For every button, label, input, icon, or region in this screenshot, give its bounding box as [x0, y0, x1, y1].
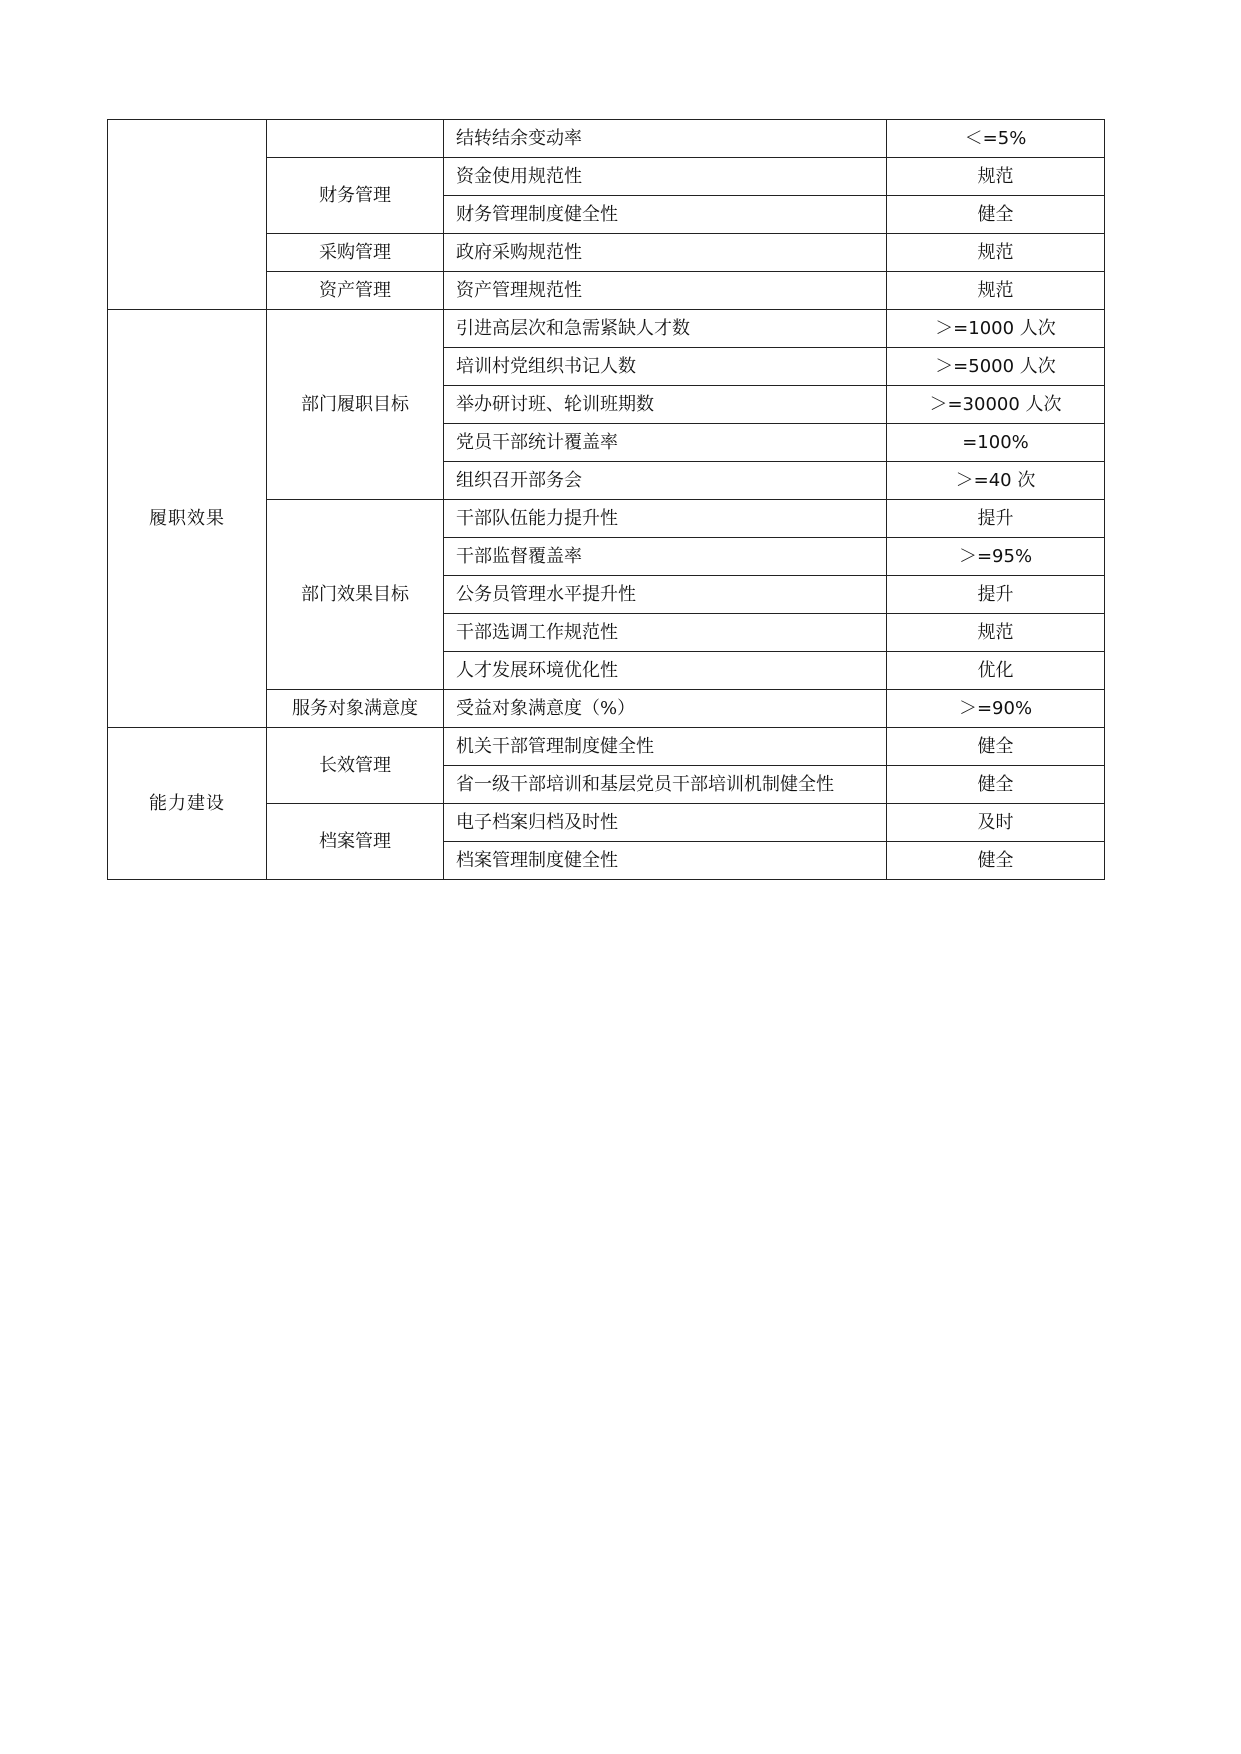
indicator-cell: 干部队伍能力提升性: [444, 500, 887, 538]
indicator-cell: 电子档案归档及时性: [444, 804, 887, 842]
level1-cell: 能力建设: [108, 728, 267, 880]
target-value-cell: ＞=40 次: [887, 462, 1105, 500]
indicator-cell: 组织召开部务会: [444, 462, 887, 500]
indicator-cell: 结转结余变动率: [444, 120, 887, 158]
target-value-cell: 提升: [887, 500, 1105, 538]
indicator-cell: 资产管理规范性: [444, 272, 887, 310]
level2-cell: 部门效果目标: [267, 500, 444, 690]
target-value-cell: 优化: [887, 652, 1105, 690]
indicator-cell: 人才发展环境优化性: [444, 652, 887, 690]
target-value-cell: ＞=5000 人次: [887, 348, 1105, 386]
target-value-cell: ＞=30000 人次: [887, 386, 1105, 424]
target-value-cell: ＞=90%: [887, 690, 1105, 728]
target-value-cell: 规范: [887, 272, 1105, 310]
level2-cell: 采购管理: [267, 234, 444, 272]
table-row: [108, 120, 1105, 158]
target-value-cell: ＞=1000 人次: [887, 310, 1105, 348]
level2-cell: [267, 120, 444, 158]
target-value-cell: 规范: [887, 234, 1105, 272]
indicator-cell: 省一级干部培训和基层党员干部培训机制健全性: [444, 766, 887, 804]
indicator-cell: 干部选调工作规范性: [444, 614, 887, 652]
target-value-cell: 健全: [887, 196, 1105, 234]
indicator-cell: 引进高层次和急需紧缺人才数: [444, 310, 887, 348]
indicator-cell: 机关干部管理制度健全性: [444, 728, 887, 766]
indicator-cell: 资金使用规范性: [444, 158, 887, 196]
target-value-cell: ＜=5%: [887, 120, 1105, 158]
indicator-cell: 政府采购规范性: [444, 234, 887, 272]
indicator-cell: 公务员管理水平提升性: [444, 576, 887, 614]
indicator-cell: 党员干部统计覆盖率: [444, 424, 887, 462]
level2-cell: 长效管理: [267, 728, 444, 804]
indicator-cell: 档案管理制度健全性: [444, 842, 887, 880]
target-value-cell: 健全: [887, 766, 1105, 804]
indicator-cell: 培训村党组织书记人数: [444, 348, 887, 386]
target-value-cell: 健全: [887, 842, 1105, 880]
level2-cell: 资产管理: [267, 272, 444, 310]
level2-cell: 财务管理: [267, 158, 444, 234]
level1-cell: [108, 120, 267, 310]
performance-indicator-table: [107, 119, 1105, 880]
target-value-cell: ＞=95%: [887, 538, 1105, 576]
level1-cell: 履职效果: [108, 310, 267, 728]
indicator-cell: 举办研讨班、轮训班期数: [444, 386, 887, 424]
target-value-cell: 健全: [887, 728, 1105, 766]
indicator-cell: 财务管理制度健全性: [444, 196, 887, 234]
target-value-cell: 提升: [887, 576, 1105, 614]
level2-cell: 档案管理: [267, 804, 444, 880]
level2-cell: 部门履职目标: [267, 310, 444, 500]
indicator-cell: 受益对象满意度（%）: [444, 690, 887, 728]
table-row: [108, 728, 1105, 766]
table-row: [108, 310, 1105, 348]
target-value-cell: 及时: [887, 804, 1105, 842]
target-value-cell: 规范: [887, 158, 1105, 196]
indicator-cell: 干部监督覆盖率: [444, 538, 887, 576]
level2-cell: 服务对象满意度: [267, 690, 444, 728]
target-value-cell: =100%: [887, 424, 1105, 462]
target-value-cell: 规范: [887, 614, 1105, 652]
